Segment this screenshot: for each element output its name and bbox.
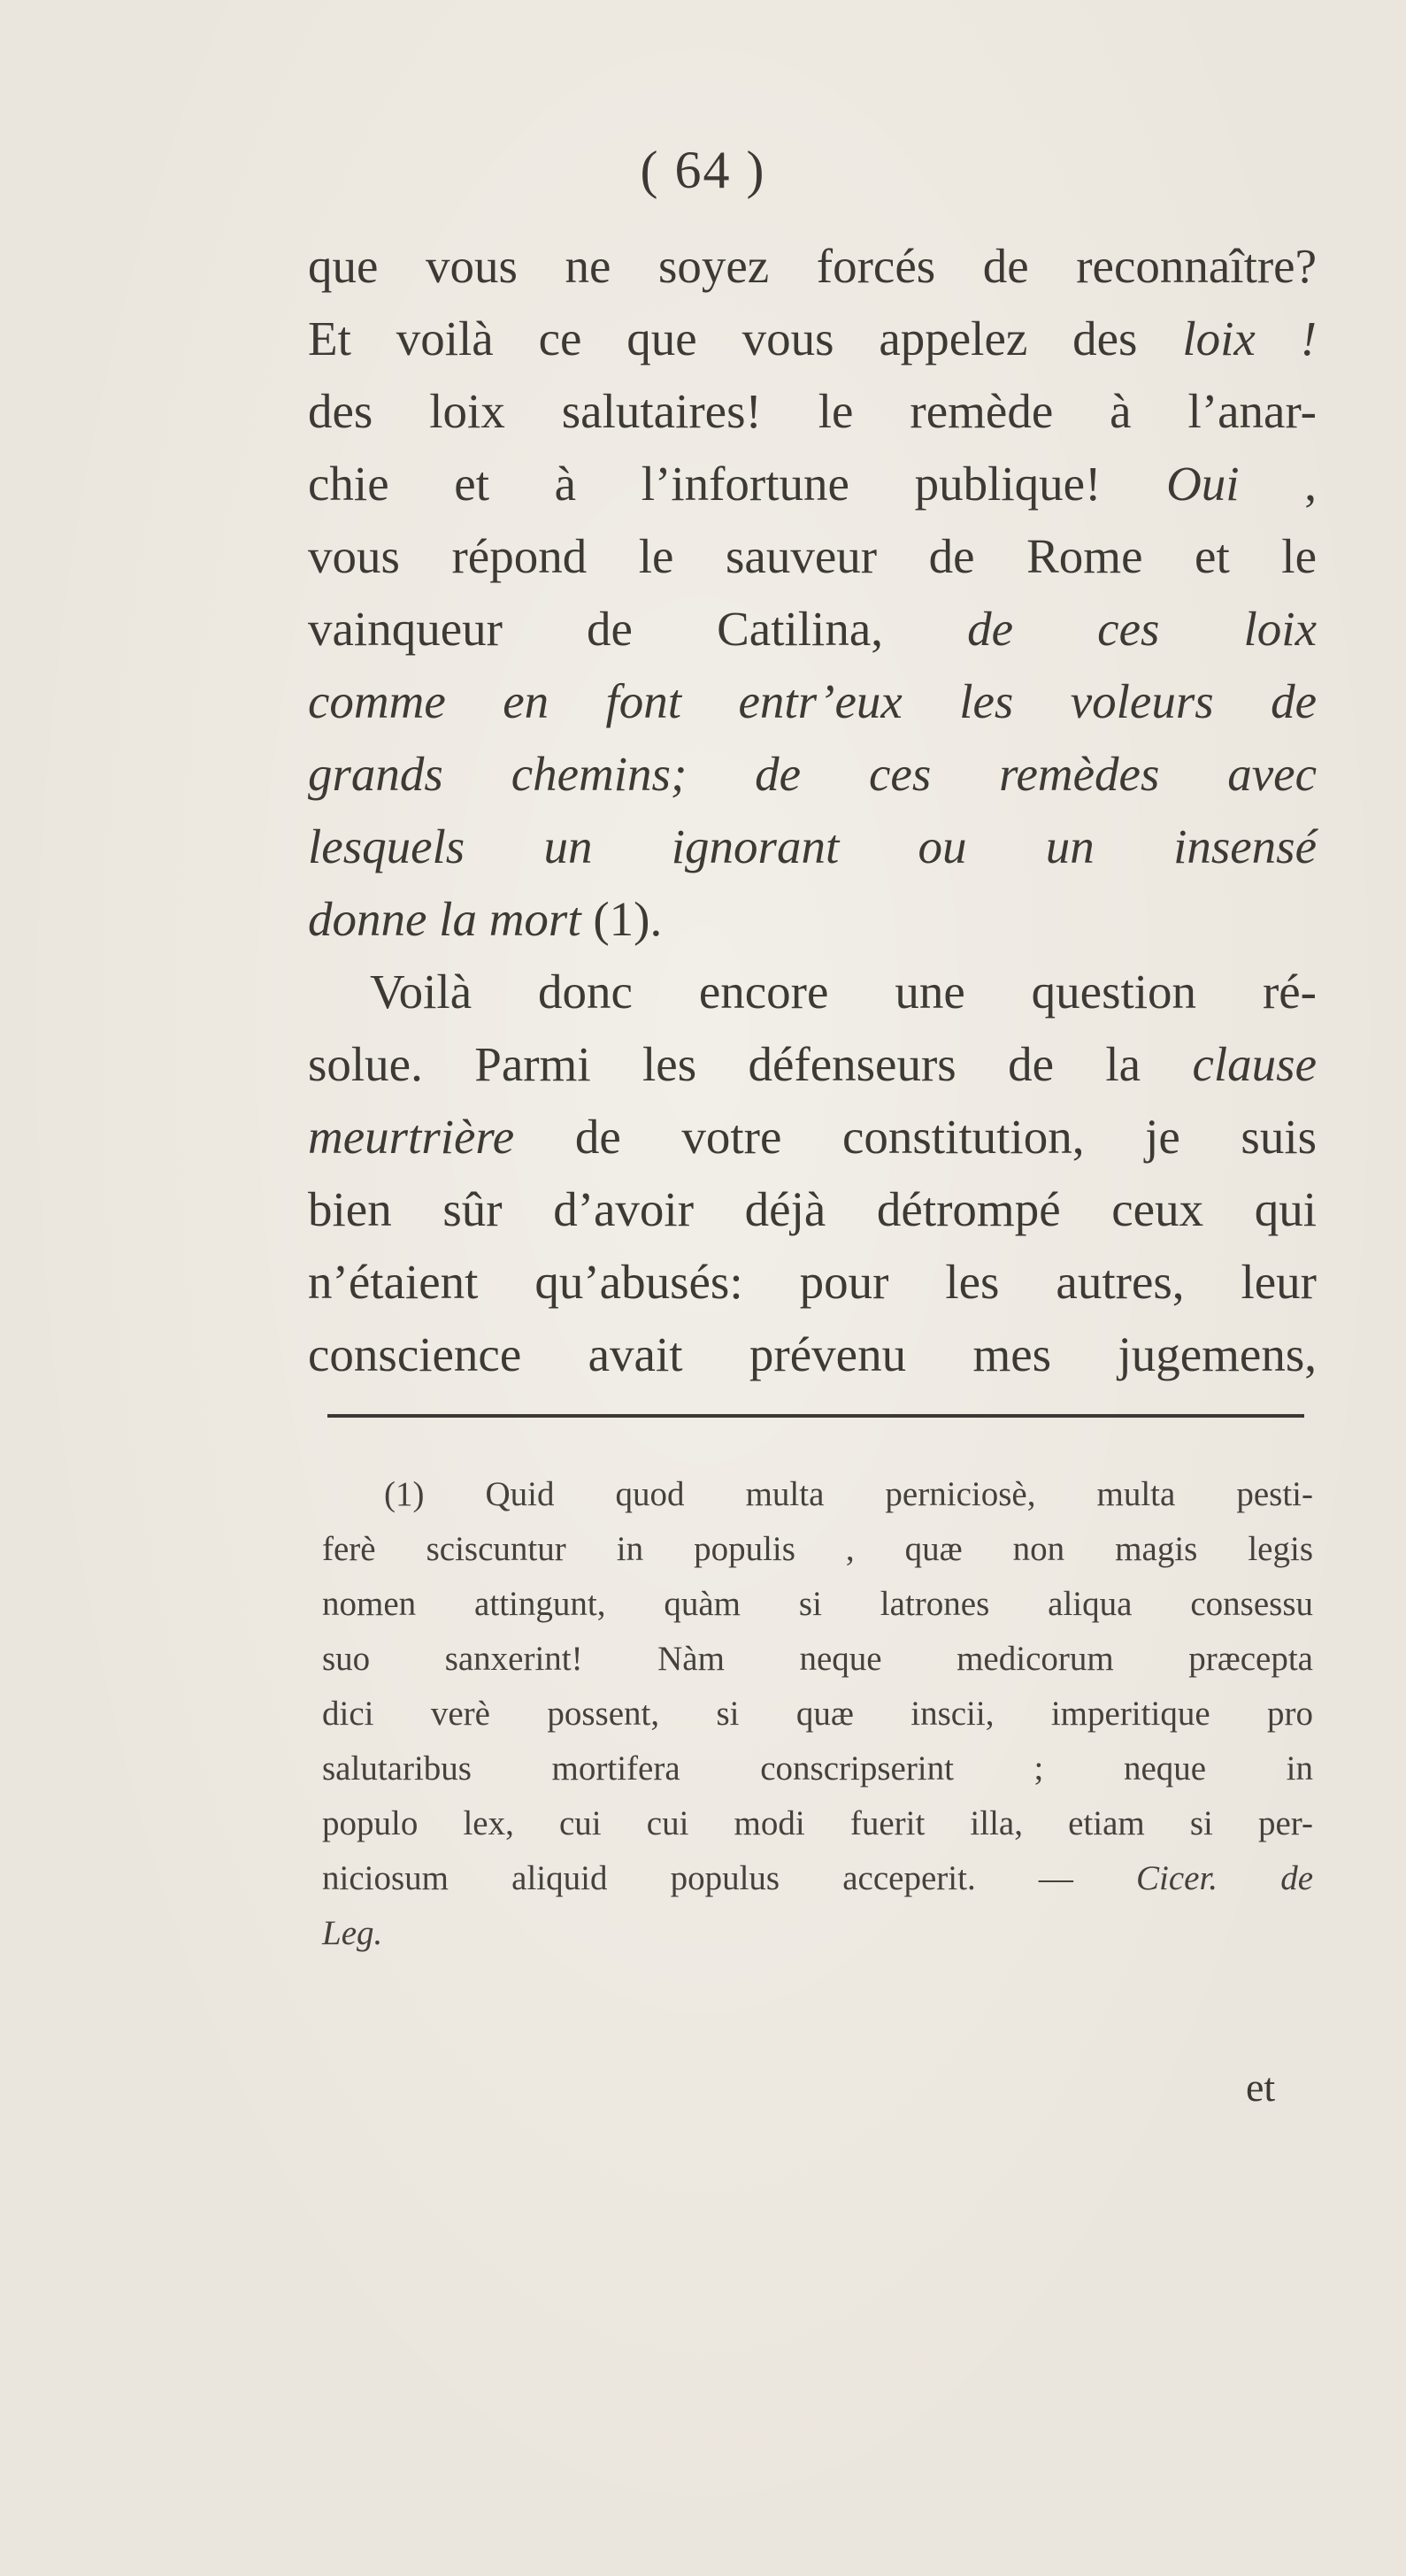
body-text-segment: (1). [580,892,663,946]
body-text-segment: de votre constitution, je suis [514,1110,1317,1164]
body-text-segment: Oui [1166,457,1240,511]
main-text [308,230,1317,1391]
body-line [308,375,1317,448]
footnote-text-segment: suo sanxerint! Nàm neque medicorum præcepta [322,1640,1313,1678]
body-text-segment: Et voilà ce que vous appelez des [308,311,1183,365]
body-text-segment: solue. Parmi les défenseurs de la [308,1037,1193,1091]
footnote-line [322,1632,1313,1687]
footnote-text-segment: Cicer. de [1135,1859,1314,1897]
body-line [308,1173,1317,1246]
body-line [308,811,1317,883]
body-text-segment: n’étaient qu’abusés: pour les autres, leur [308,1255,1317,1309]
body-text-segment: meurtrière [308,1110,515,1164]
footnote [322,1467,1313,1961]
footnote-text-segment: salutaribus mortifera conscripserint ; neque in [322,1749,1313,1788]
footnote-separator-rule [327,1414,1304,1418]
body-text-segment: bien sûr d’avoir déjà détrompé ceux qui [308,1182,1317,1236]
body-text-segment: vous répond le sauveur de Rome et le [308,529,1317,583]
body-line [308,956,1317,1028]
footnote-text-segment: populo lex, cui cui modi fuerit illa, etiam si per- [322,1804,1313,1842]
footnote-text-segment: ferè sciscuntur in populis , quæ non magis legis [322,1530,1313,1568]
body-line [308,1101,1317,1173]
body-text-segment: vainqueur de Catilina, [308,602,968,656]
body-text-segment: lesquels un ignorant ou un insensé [308,819,1317,873]
body-text-segment: Voilà donc encore une question ré- [370,965,1317,1019]
body-line [308,1319,1317,1391]
body-line [308,1246,1317,1319]
body-text-segment: , [1239,457,1318,511]
body-text-segment: loix ! [1182,311,1318,365]
footnote-text-segment: niciosum aliquid populus acceperit. — [322,1859,1136,1897]
body-text-segment: des loix salutaires! le remède à l’anar- [308,384,1317,438]
body-text-segment: chie et à l’infortune publique! [308,457,1167,511]
body-text-segment: de ces loix [967,602,1317,656]
footnote-text-segment: nomen attingunt, quàm si latrones aliqua consessu [322,1585,1313,1623]
body-line [308,520,1317,593]
footnote-line [322,1467,1313,1522]
footnote-text-segment: Leg. [322,1914,383,1952]
footnote-text-segment: dici verè possent, si quæ inscii, imperitique pro [322,1695,1313,1733]
footnote-line [322,1742,1313,1796]
body-line [308,1028,1317,1101]
body-line [308,303,1317,375]
footnote-line [322,1851,1313,1906]
body-text-segment: comme en font entr’eux les voleurs de [308,674,1317,728]
body-text-segment: clause [1192,1037,1317,1091]
body-line [308,593,1317,665]
body-line [308,230,1317,303]
body-text-segment: conscience avait prévenu mes jugemens, [308,1327,1317,1381]
body-line [308,665,1317,738]
catchword: et [1246,2065,1276,2110]
footnote-line [322,1796,1313,1851]
footnote-line [322,1687,1313,1742]
footnote-line [322,1577,1313,1632]
body-text-segment: grands chemins; de ces remèdes avec [308,747,1317,801]
footnote-text-segment: (1) Quid quod multa perniciosè, multa pesti- [384,1475,1313,1513]
body-line [308,738,1317,811]
body-line [308,448,1317,520]
footnote-line [322,1522,1313,1577]
body-text-segment: donne la mort [308,892,581,946]
page-number: ( 64 ) [640,141,766,199]
footnote-line [322,1906,1313,1961]
body-line [308,883,1317,956]
body-text-segment: que vous ne soyez forcés de reconnaître? [308,239,1317,293]
